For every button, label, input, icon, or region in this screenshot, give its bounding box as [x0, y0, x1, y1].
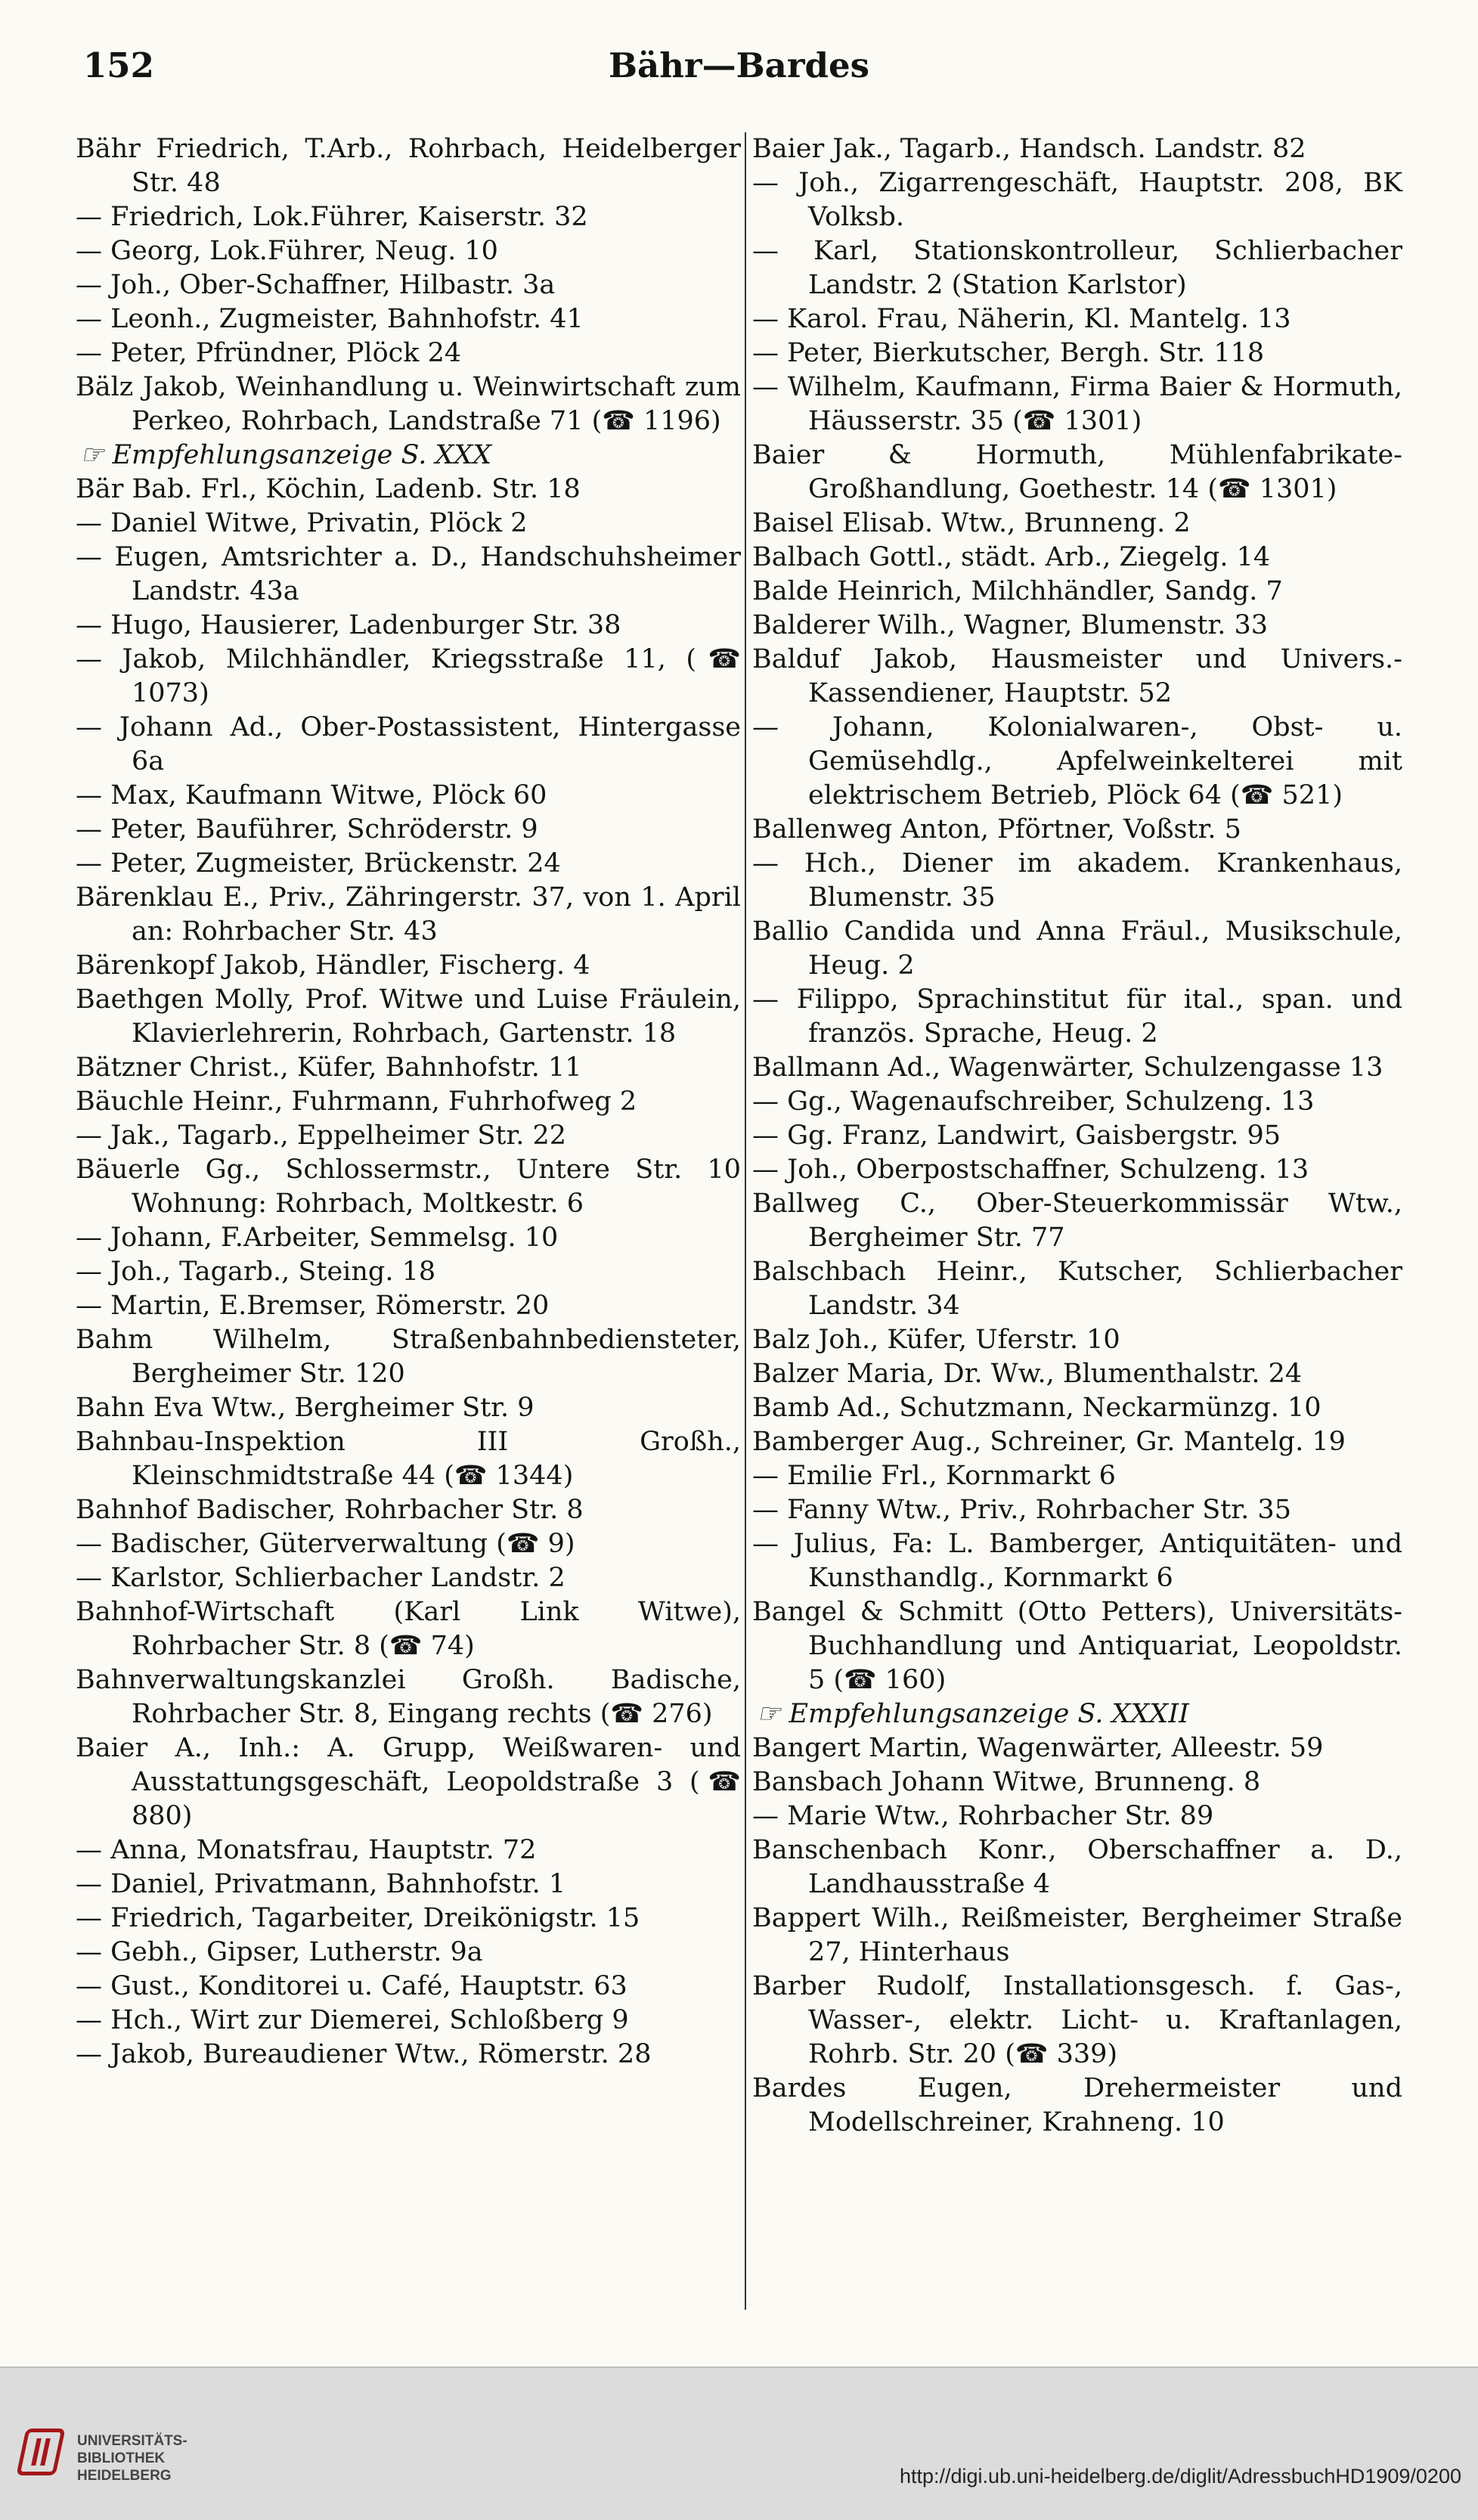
directory-entry: — Gust., Konditorei u. Café, Hauptstr. 63 — [76, 1971, 627, 2001]
directory-entry: — Joh., Tagarb., Steing. 18 — [76, 1257, 436, 1287]
directory-entry: — Joh., Oberpostschaffner, Schulzeng. 13 — [752, 1155, 1309, 1185]
directory-entry: Bansbach Johann Witwe, Brunneng. 8 — [752, 1767, 1261, 1797]
directory-entry: — Johann, F.Arbeiter, Semmelsg. 10 — [76, 1223, 559, 1253]
directory-entry: — Karl, Stationskontrolleur, Schlierbacher Landstr. 2 (Station Karlstor) — [752, 236, 1402, 300]
directory-entry: — Karol. Frau, Näherin, Kl. Mantelg. 13 — [752, 304, 1291, 334]
directory-entry: — Gg., Wagenaufschreiber, Schulzeng. 13 — [752, 1086, 1315, 1117]
directory-entry: Balbach Gottl., städt. Arb., Ziegelg. 14 — [752, 542, 1271, 572]
footer-bar — [0, 2367, 1478, 2520]
directory-entry: — Wilhelm, Kaufmann, Firma Baier & Hormuth, Häusserstr. 35 (☎ 1301) — [752, 372, 1402, 436]
directory-entry: Baier Jak., Tagarb., Handsch. Landstr. 82 — [752, 134, 1306, 164]
directory-entry: Bätzner Christ., Küfer, Bahnhofstr. 11 — [76, 1052, 582, 1083]
running-title: Bähr—Bardes — [609, 45, 869, 85]
directory-entry: Bangert Martin, Wagenwärter, Alleestr. 59 — [752, 1733, 1324, 1763]
directory-entry: Barber Rudolf, Installationsgesch. f. Gas-, Wasser-, elektr. Licht- u. Kraftanlagen, Rohrb. Str. 20 (☎ 339) — [752, 1971, 1402, 2069]
directory-entry: — Jakob, Bureaudiener Wtw., Römerstr. 28 — [76, 2039, 652, 2069]
directory-entry: Bäuchle Heinr., Fuhrmann, Fuhrhofweg 2 — [76, 1086, 637, 1117]
directory-entry: Bahm Wilhelm, Straßenbahnbediensteter, Bergheimer Str. 120 — [76, 1325, 741, 1389]
directory-entry: Bärenkopf Jakob, Händler, Fischerg. 4 — [76, 950, 590, 981]
directory-entry: Balduf Jakob, Hausmeister und Univers.-Kassendiener, Hauptstr. 52 — [752, 644, 1402, 708]
directory-entry: — Badischer, Güterverwaltung (☎ 9) — [76, 1529, 575, 1559]
library-logo-icon — [16, 2429, 65, 2475]
directory-entry: Balz Joh., Küfer, Uferstr. 10 — [752, 1325, 1120, 1355]
library-name — [77, 2432, 187, 2484]
directory-entry: Bahnbau-Inspektion III Großh., Kleinschmidtstraße 44 (☎ 1344) — [76, 1427, 741, 1491]
directory-entry: — Gg. Franz, Landwirt, Gaisbergstr. 95 — [752, 1121, 1281, 1151]
directory-entry: — Peter, Bierkutscher, Bergh. Str. 118 — [752, 338, 1265, 368]
directory-entry: — Joh., Ober-Schaffner, Hilbastr. 3a — [76, 270, 556, 300]
directory-entry: Bähr Friedrich, T.Arb., Rohrbach, Heidelberger Str. 48 — [76, 134, 741, 198]
directory-entry: — Gebh., Gipser, Lutherstr. 9a — [76, 1937, 483, 1967]
directory-entry: Ballmann Ad., Wagenwärter, Schulzengasse 13 — [752, 1052, 1383, 1083]
directory-entry: — Joh., Zigarrengeschäft, Hauptstr. 208, BK Volksb. — [752, 168, 1402, 232]
directory-entry: — Johann, Kolonialwaren-, Obst- u. Gemüsehdlg., Apfelweinkelterei mit elektrischem Betrieb, Plöck 64 (☎ 521) — [752, 712, 1402, 811]
directory-entry: Balde Heinrich, Milchhändler, Sandg. 7 — [752, 576, 1283, 606]
directory-entry: Baisel Elisab. Wtw., Brunneng. 2 — [752, 508, 1191, 538]
directory-entry: — Friedrich, Lok.Führer, Kaiserstr. 32 — [76, 202, 588, 232]
left-column — [76, 132, 741, 2072]
directory-entry: — Daniel Witwe, Privatin, Plöck 2 — [76, 508, 528, 538]
directory-entry: Balderer Wilh., Wagner, Blumenstr. 33 — [752, 610, 1269, 640]
directory-entry: — Julius, Fa: L. Bamberger, Antiquitäten- und Kunsthandlg., Kornmarkt 6 — [752, 1529, 1402, 1593]
directory-entry: — Filippo, Sprachinstitut für ital., span. und französ. Sprache, Heug. 2 — [752, 984, 1402, 1049]
directory-entry: — Hch., Wirt zur Diemerei, Schloßberg 9 — [76, 2005, 629, 2035]
directory-entry: — Daniel, Privatmann, Bahnhofstr. 1 — [76, 1869, 566, 1899]
directory-entry: — Karlstor, Schlierbacher Landstr. 2 — [76, 1563, 565, 1593]
directory-entry: — Marie Wtw., Rohrbacher Str. 89 — [752, 1801, 1214, 1831]
directory-entry: — Anna, Monatsfrau, Hauptstr. 72 — [76, 1835, 537, 1865]
directory-entry: Banschenbach Konr., Oberschaffner a. D., Landhausstraße 4 — [752, 1835, 1402, 1899]
directory-entry: Bahnhof Badischer, Rohrbacher Str. 8 — [76, 1495, 584, 1525]
directory-entry: — Friedrich, Tagarbeiter, Dreikönigstr. 15 — [76, 1903, 640, 1933]
directory-entry: — Fanny Wtw., Priv., Rohrbacher Str. 35 — [752, 1495, 1291, 1525]
directory-entry: Baier & Hormuth, Mühlenfabrikate-Großhandlung, Goethestr. 14 (☎ 1301) — [752, 440, 1402, 504]
directory-entry: Baier A., Inh.: A. Grupp, Weißwaren- und Ausstattungsgeschäft, Leopoldstraße 3 (☎ 880) — [76, 1733, 741, 1831]
directory-entry: Bär Bab. Frl., Köchin, Ladenb. Str. 18 — [76, 474, 581, 504]
directory-entry: — Peter, Bauführer, Schröderstr. 9 — [76, 814, 538, 845]
advertisement-reference: ☞ Empfehlungsanzeige S. XXX — [80, 440, 492, 470]
source-url[interactable]: http://digi.ub.uni-heidelberg.de/diglit/AdressbuchHD1909/0200 — [899, 2465, 1461, 2487]
directory-entry: — Hugo, Hausierer, Ladenburger Str. 38 — [76, 610, 621, 640]
column-divider — [745, 132, 746, 2310]
directory-entry: — Eugen, Amtsrichter a. D., Handschuhsheimer Landstr. 43a — [76, 542, 741, 606]
directory-entry: Balschbach Heinr., Kutscher, Schlierbacher Landstr. 34 — [752, 1257, 1402, 1321]
directory-entry: Bappert Wilh., Reißmeister, Bergheimer Straße 27, Hinterhaus — [752, 1903, 1402, 1967]
directory-entry: Bälz Jakob, Weinhandlung u. Weinwirtschaft zum Perkeo, Rohrbach, Landstraße 71 (☎ 1196) — [76, 372, 741, 436]
directory-entry: — Peter, Pfründner, Plöck 24 — [76, 338, 462, 368]
directory-entry: — Hch., Diener im akadem. Krankenhaus, Blumenstr. 35 — [752, 848, 1402, 913]
directory-entry: Bahnverwaltungskanzlei Großh. Badische, Rohrbacher Str. 8, Eingang rechts (☎ 276) — [76, 1665, 741, 1729]
directory-entry: Bamb Ad., Schutzmann, Neckarmünzg. 10 — [752, 1393, 1322, 1423]
directory-entry: Bahnhof-Wirtschaft (Karl Link Witwe), Rohrbacher Str. 8 (☎ 74) — [76, 1597, 741, 1661]
directory-entry: — Jakob, Milchhändler, Kriegsstraße 11, (☎ 1073) — [76, 644, 741, 708]
directory-entry: Bangel & Schmitt (Otto Petters), Universitäts-Buchhandlung und Antiquariat, Leopoldstr. 5 (☎ 160) — [752, 1597, 1402, 1695]
directory-entry: Bärenklau E., Priv., Zähringerstr. 37, von 1. April an: Rohrbacher Str. 43 — [76, 882, 741, 947]
directory-entry: — Max, Kaufmann Witwe, Plöck 60 — [76, 780, 547, 811]
right-column — [752, 132, 1402, 2140]
library-name-line: UNIVERSITÄTS- — [77, 2433, 187, 2449]
directory-entry: Ballio Candida und Anna Fräul., Musikschule, Heug. 2 — [752, 916, 1402, 981]
directory-entry: Bahn Eva Wtw., Bergheimer Str. 9 — [76, 1393, 534, 1423]
directory-entry: — Jak., Tagarb., Eppelheimer Str. 22 — [76, 1121, 567, 1151]
page-number: 152 — [83, 45, 154, 85]
page-header — [83, 39, 1395, 92]
directory-entry: Baethgen Molly, Prof. Witwe und Luise Fräulein, Klavierlehrerin, Rohrbach, Gartenstr. 18 — [76, 984, 741, 1049]
directory-entry: — Martin, E.Bremser, Römerstr. 20 — [76, 1291, 550, 1321]
directory-entry: Bäuerle Gg., Schlossermstr., Untere Str. 10 Wohnung: Rohrbach, Moltkestr. 6 — [76, 1155, 741, 1219]
directory-entry: — Peter, Zugmeister, Brückenstr. 24 — [76, 848, 561, 879]
directory-entry: — Georg, Lok.Führer, Neug. 10 — [76, 236, 498, 266]
directory-entry: Bardes Eugen, Drehermeister und Modellschreiner, Krahneng. 10 — [752, 2073, 1402, 2137]
directory-entry: Ballenweg Anton, Pförtner, Voßstr. 5 — [752, 814, 1241, 845]
library-name-line: HEIDELBERG — [77, 2468, 172, 2484]
library-name-line: BIBLIOTHEK — [77, 2450, 166, 2466]
advertisement-reference: ☞ Empfehlungsanzeige S. XXXII — [757, 1699, 1189, 1729]
directory-entry: Ballweg C., Ober-Steuerkommissär Wtw., Bergheimer Str. 77 — [752, 1189, 1402, 1253]
directory-entry: Bamberger Aug., Schreiner, Gr. Mantelg. 19 — [752, 1427, 1346, 1457]
directory-entry: — Leonh., Zugmeister, Bahnhofstr. 41 — [76, 304, 584, 334]
directory-entry: — Emilie Frl., Kornmarkt 6 — [752, 1461, 1116, 1491]
directory-entry: Balzer Maria, Dr. Ww., Blumenthalstr. 24 — [752, 1359, 1303, 1389]
directory-entry: — Johann Ad., Ober-Postassistent, Hintergasse 6a — [76, 712, 741, 776]
